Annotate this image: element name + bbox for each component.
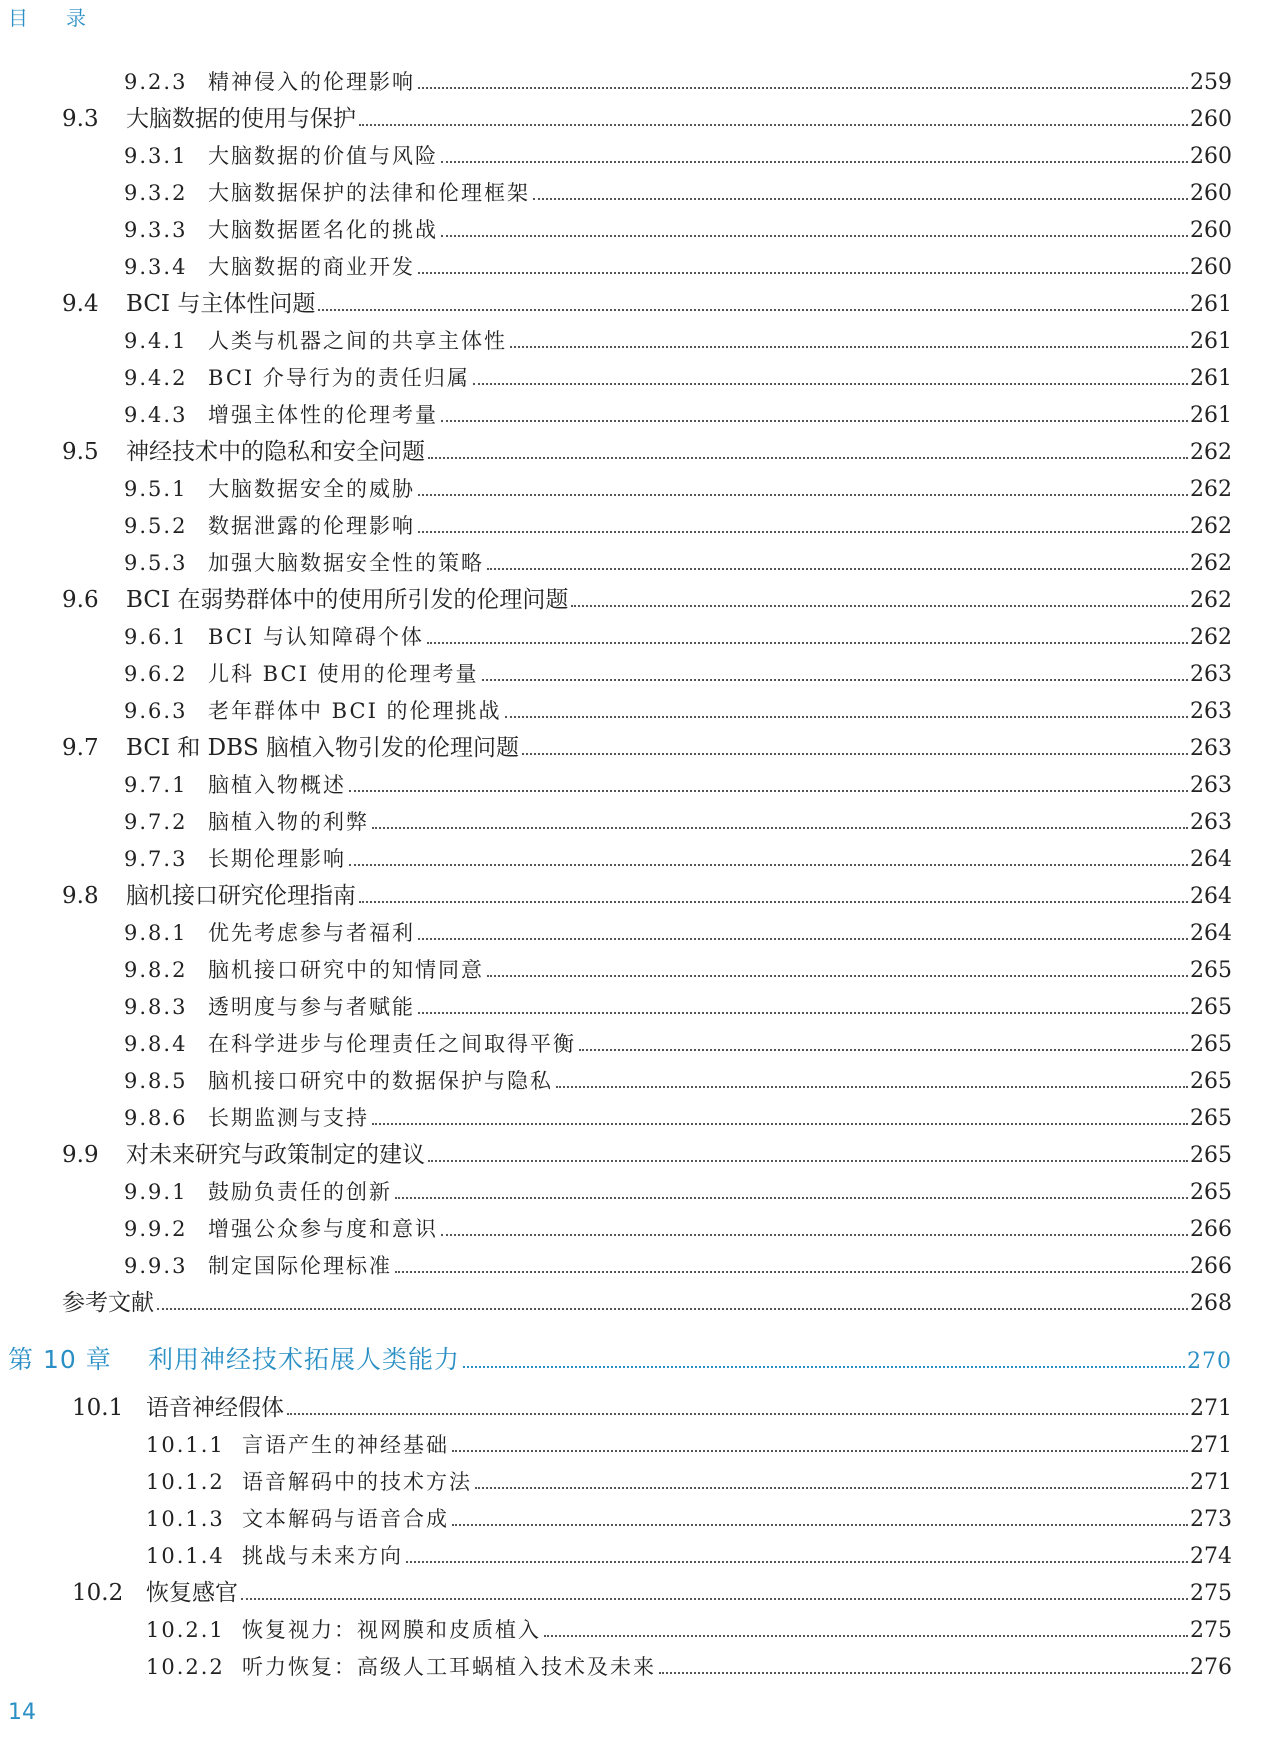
toc-entry[interactable]	[124, 473, 1232, 505]
entry-page-number: 274	[1190, 1544, 1232, 1569]
entry-page-number: 262	[1190, 440, 1232, 465]
dot-leader	[359, 124, 1188, 126]
dot-leader	[395, 1271, 1188, 1273]
entry-number: 9.3	[62, 106, 99, 132]
entry-title: 增强公众参与度和意识	[208, 1217, 438, 1241]
entry-title: 在科学进步与伦理责任之间取得平衡	[208, 1032, 576, 1056]
entry-page-number: 261	[1190, 329, 1232, 354]
entry-page-number: 271	[1190, 1396, 1232, 1421]
entry-page-number: 268	[1190, 1291, 1232, 1316]
entry-title: BCI 介导行为的责任归属	[208, 366, 470, 390]
entry-page-number: 260	[1190, 107, 1232, 132]
toc-entry[interactable]	[62, 732, 1232, 764]
entry-title: 大脑数据匿名化的挑战	[208, 218, 438, 242]
toc-entry[interactable]	[124, 954, 1232, 986]
dot-leader	[427, 642, 1188, 644]
entry-title: 语音解码中的技术方法	[242, 1470, 472, 1494]
entry-title: 大脑数据的商业开发	[208, 255, 415, 279]
entry-page-number: 261	[1190, 366, 1232, 391]
toc-entry[interactable]	[72, 1392, 1232, 1424]
entry-number: 9.4	[62, 291, 99, 317]
entry-title: 增强主体性的伦理考量	[208, 403, 438, 427]
entry-number: 10.1	[72, 1395, 124, 1421]
entry-number: 9.8	[62, 883, 99, 909]
entry-number: 9.3.2	[124, 181, 188, 205]
entry-number: 9.6.1	[124, 625, 188, 649]
entry-page-number: 273	[1190, 1507, 1232, 1532]
entry-title: 透明度与参与者赋能	[208, 995, 415, 1019]
dot-leader	[482, 679, 1188, 681]
toc-entry[interactable]	[124, 695, 1232, 727]
dot-leader	[359, 901, 1188, 903]
toc-entry[interactable]	[124, 621, 1232, 653]
entry-number: 9.8.4	[124, 1032, 188, 1056]
dot-leader	[372, 827, 1188, 829]
entry-title: 脑机接口研究中的数据保护与隐私	[208, 1069, 553, 1093]
entry-page-number: 265	[1190, 1180, 1232, 1205]
entry-number: 9.5.1	[124, 477, 188, 501]
entry-number: 9.3.1	[124, 144, 188, 168]
entry-title: 脑植入物的利弊	[208, 810, 369, 834]
entry-title: 挑战与未来方向	[242, 1544, 403, 1568]
dot-leader	[487, 568, 1188, 570]
entry-page-number: 265	[1190, 958, 1232, 983]
toc-entry[interactable]	[124, 806, 1232, 838]
entry-page-number: 266	[1190, 1217, 1232, 1242]
toc-entry[interactable]	[124, 843, 1232, 875]
entry-number: 10.2	[72, 1580, 124, 1606]
entry-number: 9.5.3	[124, 551, 188, 575]
dot-leader	[473, 383, 1188, 385]
header-char-2: 录	[66, 6, 88, 30]
dot-leader	[487, 975, 1188, 977]
toc-entry[interactable]	[124, 510, 1232, 542]
toc-entry[interactable]	[124, 1102, 1232, 1134]
toc-entry[interactable]	[124, 547, 1232, 579]
entry-page-number: 275	[1190, 1581, 1232, 1606]
entry-title: BCI 在弱势群体中的使用所引发的伦理问题	[126, 587, 569, 613]
dot-leader	[349, 864, 1188, 866]
page-number: 14	[8, 1700, 36, 1725]
toc-entry[interactable]	[146, 1614, 1232, 1646]
toc-entry[interactable]	[124, 917, 1232, 949]
entry-page-number: 264	[1190, 921, 1232, 946]
dot-leader	[418, 938, 1188, 940]
dot-leader	[441, 161, 1188, 163]
entry-page-number: 259	[1190, 70, 1232, 95]
entry-title: 利用神经技术拓展人类能力	[148, 1345, 461, 1374]
dot-leader	[505, 716, 1188, 718]
entry-page-number: 262	[1190, 477, 1232, 502]
entry-page-number: 263	[1190, 773, 1232, 798]
toc-entry[interactable]	[62, 436, 1232, 468]
dot-leader	[287, 1413, 1188, 1415]
dot-leader	[418, 531, 1188, 533]
dot-leader	[533, 198, 1188, 200]
entry-page-number: 271	[1190, 1433, 1232, 1458]
toc-entry[interactable]	[62, 288, 1232, 320]
toc-entry[interactable]	[62, 103, 1232, 135]
entry-page-number: 265	[1190, 1032, 1232, 1057]
entry-number: 9.9.1	[124, 1180, 188, 1204]
entry-number: 9.4.1	[124, 329, 188, 353]
dot-leader	[406, 1561, 1188, 1563]
entry-title: 恢复感官	[146, 1580, 238, 1606]
entry-title: 大脑数据保护的法律和伦理框架	[208, 181, 530, 205]
toc-entry[interactable]	[124, 214, 1232, 246]
entry-page-number: 271	[1190, 1470, 1232, 1495]
entry-page-number: 265	[1190, 995, 1232, 1020]
entry-title: 长期伦理影响	[208, 847, 346, 871]
dot-leader	[544, 1635, 1188, 1637]
toc-entry[interactable]	[146, 1429, 1232, 1461]
entry-page-number: 261	[1190, 292, 1232, 317]
entry-number: 9.7.3	[124, 847, 188, 871]
entry-title: 大脑数据的价值与风险	[208, 144, 438, 168]
dot-leader	[349, 790, 1188, 792]
entry-title: BCI 与主体性问题	[126, 291, 316, 317]
entry-page-number: 265	[1190, 1143, 1232, 1168]
dot-leader	[428, 1160, 1188, 1162]
dot-leader	[318, 309, 1188, 311]
entry-title: 脑机接口研究伦理指南	[126, 883, 356, 909]
toc-entry[interactable]	[146, 1651, 1232, 1683]
toc-entry[interactable]	[124, 325, 1232, 357]
toc-entry[interactable]	[146, 1540, 1232, 1572]
dot-leader	[372, 1123, 1188, 1125]
entry-page-number: 264	[1190, 884, 1232, 909]
toc-entry[interactable]	[72, 1577, 1232, 1609]
entry-number: 9.9	[62, 1142, 99, 1168]
toc-entry[interactable]	[124, 769, 1232, 801]
dot-leader	[659, 1672, 1188, 1674]
entry-page-number: 262	[1190, 514, 1232, 539]
dot-leader	[241, 1598, 1188, 1600]
entry-page-number: 266	[1190, 1254, 1232, 1279]
dot-leader	[418, 494, 1188, 496]
entry-title: 脑机接口研究中的知情同意	[208, 958, 484, 982]
entry-title: 大脑数据安全的威胁	[208, 477, 415, 501]
entry-page-number: 263	[1190, 662, 1232, 687]
toc-entry[interactable]	[124, 177, 1232, 209]
entry-page-number: 262	[1190, 625, 1232, 650]
toc-entry[interactable]	[62, 1139, 1232, 1171]
entry-title: 参考文献	[62, 1290, 154, 1316]
entry-number: 9.8.5	[124, 1069, 188, 1093]
entry-title: 语音神经假体	[146, 1395, 284, 1421]
toc-entry[interactable]	[62, 584, 1232, 616]
entry-title: 优先考虑参与者福利	[208, 921, 415, 945]
dot-leader	[452, 1524, 1188, 1526]
entry-number: 10.1.2	[146, 1470, 225, 1494]
toc-entry[interactable]	[124, 1176, 1232, 1208]
dot-leader	[452, 1450, 1188, 1452]
header-char-1: 目	[8, 6, 30, 30]
toc-entry[interactable]	[62, 880, 1232, 912]
entry-title: 加强大脑数据安全性的策略	[208, 551, 484, 575]
toc-entry[interactable]	[124, 1213, 1232, 1245]
entry-number: 第 10 章	[8, 1345, 112, 1374]
entry-title: 精神侵入的伦理影响	[208, 70, 415, 94]
dot-leader	[510, 346, 1188, 348]
entry-title: 鼓励负责任的创新	[208, 1180, 392, 1204]
entry-number: 9.2.3	[124, 70, 188, 94]
toc-entry[interactable]	[62, 1287, 1232, 1319]
toc-entry[interactable]	[124, 140, 1232, 172]
entry-number: 9.6	[62, 587, 99, 613]
entry-title: 长期监测与支持	[208, 1106, 369, 1130]
entry-number: 10.1.1	[146, 1433, 225, 1457]
entry-page-number: 260	[1190, 218, 1232, 243]
entry-number: 9.5	[62, 439, 99, 465]
dot-leader	[571, 605, 1188, 607]
dot-leader	[579, 1049, 1188, 1051]
entry-number: 9.4.3	[124, 403, 188, 427]
entry-page-number: 262	[1190, 588, 1232, 613]
entry-page-number: 263	[1190, 810, 1232, 835]
entry-number: 9.3.3	[124, 218, 188, 242]
dot-leader	[418, 87, 1188, 89]
entry-title: 恢复视力：视网膜和皮质植入	[242, 1618, 541, 1642]
entry-title: 文本解码与语音合成	[242, 1507, 449, 1531]
running-header	[8, 2, 88, 31]
entry-number: 9.3.4	[124, 255, 188, 279]
toc-entry[interactable]	[124, 399, 1232, 431]
entry-title: 人类与机器之间的共享主体性	[208, 329, 507, 353]
toc-chapter-entry[interactable]	[8, 1344, 1232, 1376]
entry-page-number: 276	[1190, 1655, 1232, 1680]
toc-entry[interactable]	[124, 991, 1232, 1023]
dot-leader	[441, 420, 1188, 422]
entry-title: 大脑数据的使用与保护	[126, 106, 356, 132]
entry-page-number: 263	[1190, 736, 1232, 761]
entry-title: 数据泄露的伦理影响	[208, 514, 415, 538]
entry-title: 老年群体中 BCI 的伦理挑战	[208, 699, 502, 723]
entry-title: 言语产生的神经基础	[242, 1433, 449, 1457]
entry-title: 对未来研究与政策制定的建议	[126, 1142, 425, 1168]
entry-number: 10.2.2	[146, 1655, 225, 1679]
entry-number: 10.1.3	[146, 1507, 225, 1531]
entry-number: 9.7	[62, 735, 99, 761]
entry-number: 9.6.2	[124, 662, 188, 686]
toc-entry[interactable]	[124, 1065, 1232, 1097]
entry-title: 听力恢复：高级人工耳蜗植入技术及未来	[242, 1655, 656, 1679]
toc-entry[interactable]	[124, 362, 1232, 394]
entry-page-number: 262	[1190, 551, 1232, 576]
entry-number: 9.9.2	[124, 1217, 188, 1241]
toc-entry[interactable]	[124, 251, 1232, 283]
dot-leader	[522, 753, 1188, 755]
dot-leader	[556, 1086, 1188, 1088]
entry-number: 9.8.2	[124, 958, 188, 982]
entry-title: BCI 与认知障碍个体	[208, 625, 424, 649]
entry-number: 10.1.4	[146, 1544, 225, 1568]
entry-number: 9.5.2	[124, 514, 188, 538]
dot-leader	[463, 1366, 1185, 1368]
toc-entry[interactable]	[146, 1466, 1232, 1498]
toc-entry[interactable]	[124, 1250, 1232, 1282]
entry-title: BCI 和 DBS 脑植入物引发的伦理问题	[126, 735, 520, 761]
toc-entry[interactable]	[124, 66, 1232, 98]
entry-page-number: 265	[1190, 1069, 1232, 1094]
entry-number: 9.8.6	[124, 1106, 188, 1130]
dot-leader	[157, 1308, 1188, 1310]
entry-title: 神经技术中的隐私和安全问题	[126, 439, 425, 465]
entry-page-number: 264	[1190, 847, 1232, 872]
entry-page-number: 260	[1190, 255, 1232, 280]
entry-title: 儿科 BCI 使用的伦理考量	[208, 662, 479, 686]
entry-number: 9.8.3	[124, 995, 188, 1019]
entry-number: 9.8.1	[124, 921, 188, 945]
entry-page-number: 265	[1190, 1106, 1232, 1131]
entry-page-number: 260	[1190, 181, 1232, 206]
toc-entry[interactable]	[124, 658, 1232, 690]
entry-page-number: 260	[1190, 144, 1232, 169]
entry-title: 脑植入物概述	[208, 773, 346, 797]
entry-page-number: 270	[1187, 1349, 1232, 1374]
dot-leader	[418, 1012, 1188, 1014]
entry-page-number: 261	[1190, 403, 1232, 428]
entry-number: 9.7.2	[124, 810, 188, 834]
dot-leader	[441, 235, 1188, 237]
toc-entry[interactable]	[146, 1503, 1232, 1535]
entry-number: 9.6.3	[124, 699, 188, 723]
dot-leader	[428, 457, 1188, 459]
entry-number: 10.2.1	[146, 1618, 225, 1642]
entry-number: 9.4.2	[124, 366, 188, 390]
dot-leader	[475, 1487, 1188, 1489]
toc-entry[interactable]	[124, 1028, 1232, 1060]
dot-leader	[395, 1197, 1188, 1199]
entry-title: 制定国际伦理标准	[208, 1254, 392, 1278]
entry-number: 9.9.3	[124, 1254, 188, 1278]
entry-number: 9.7.1	[124, 773, 188, 797]
dot-leader	[418, 272, 1188, 274]
entry-page-number: 275	[1190, 1618, 1232, 1643]
dot-leader	[441, 1234, 1188, 1236]
entry-page-number: 263	[1190, 699, 1232, 724]
